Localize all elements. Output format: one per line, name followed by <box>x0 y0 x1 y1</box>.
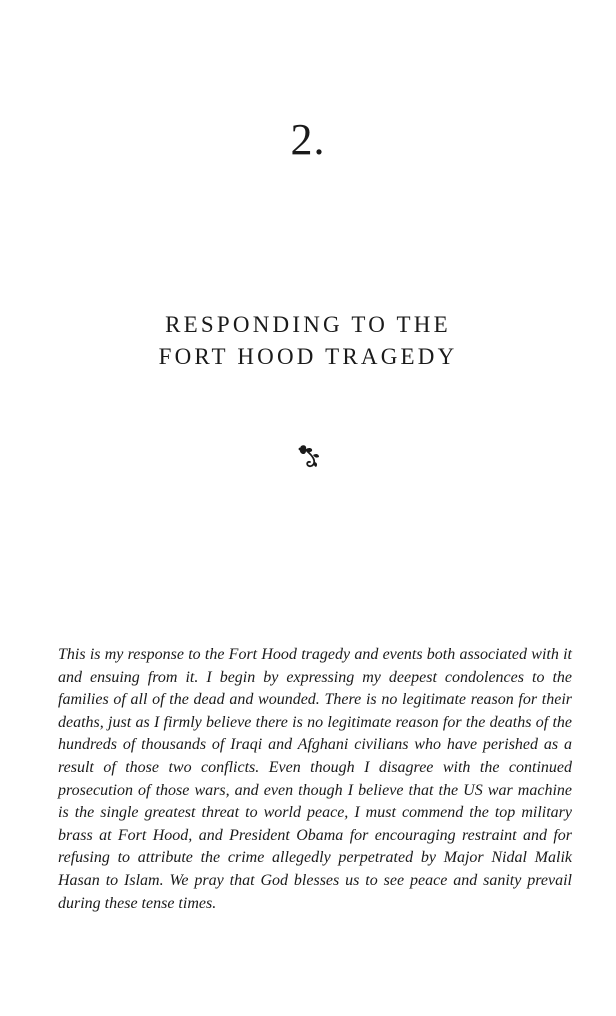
chapter-title-line-1: RESPONDING TO THE <box>165 312 451 337</box>
floral-ornament-icon <box>294 440 328 474</box>
chapter-title-line-2: FORT HOOD TRAGEDY <box>158 344 458 369</box>
chapter-number: 2. <box>290 115 326 164</box>
body-paragraph: This is my response to the Fort Hood tragedy and events both associated with it and ensuing from it. I begin by expressing my deepest condolences to the families of all of the dead and wounded. There is no legitimate reason for their deaths, just as I firmly believe there is no legitimate reason for the deaths of the hundreds of thousands of Iraqi and Afghani civilians who have perished as a result of those two conflicts. Even though I disagree with the continued prosecution of those wars, and even though I believe that the US war machine is the single greatest threat to world peace, I must commend the top military brass at Fort Hood, and President Obama for encouraging restraint and for refusing to attribute the crime allegedly perpetrated by Major Nidal Malik Hasan to Islam. We pray that God blesses us to see peace and sanity prevail during these tense times. <box>58 646 572 912</box>
chapter-title <box>0 309 616 373</box>
